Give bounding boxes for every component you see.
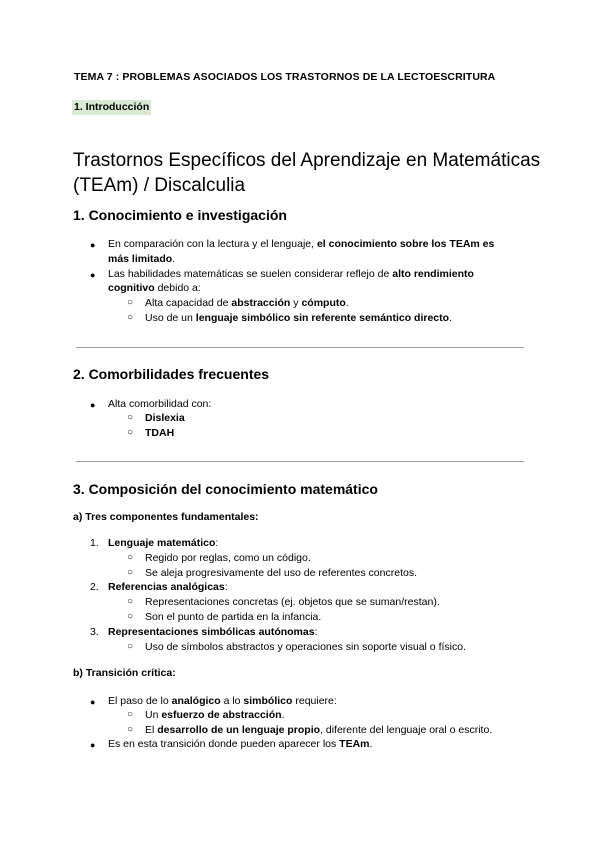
bullet-icon: ● <box>90 270 96 280</box>
list-item: Lenguaje matemático: <box>108 537 219 549</box>
list-item: El paso de lo analógico a lo simbólico requiere: <box>108 695 337 707</box>
circle-bullet-icon: ○ <box>127 596 134 607</box>
list-item: Uso de símbolos abstractos y operaciones sin soporte visual o físico. <box>145 641 466 653</box>
page-title: Trastornos Específicos del Aprendizaje en Matemáticas (TEAm) / Discalculia <box>73 150 541 196</box>
circle-bullet-icon: ○ <box>127 641 134 652</box>
circle-bullet-icon: ○ <box>127 724 134 735</box>
circle-bullet-icon: ○ <box>127 412 134 423</box>
circle-bullet-icon: ○ <box>127 567 134 578</box>
list-item: Uso de un lenguaje simbólico sin referente semántico directo. <box>145 312 452 324</box>
subheading-b: b) Transición crítica: <box>73 667 176 679</box>
divider <box>76 347 524 348</box>
divider <box>76 461 524 462</box>
list-item-continuation: más limitado. <box>108 253 176 265</box>
bullet-icon: ● <box>90 740 96 750</box>
list-item: Alta comorbilidad con: <box>108 398 212 410</box>
bullet-icon: ● <box>90 400 96 410</box>
document-header: TEMA 7 : PROBLEMAS ASOCIADOS LOS TRASTORNOS DE LA LECTOESCRITURA <box>74 71 496 83</box>
list-item: El desarrollo de un lenguaje propio, diferente del lenguaje oral o escrito. <box>145 724 493 736</box>
circle-bullet-icon: ○ <box>127 709 134 720</box>
circle-bullet-icon: ○ <box>127 552 134 563</box>
list-number: 1. <box>90 537 99 549</box>
section-3-heading: 3. Composición del conocimiento matemático <box>73 481 378 497</box>
circle-bullet-icon: ○ <box>127 611 134 622</box>
list-item: Representaciones concretas (ej. objetos que se suman/restan). <box>145 596 440 608</box>
circle-bullet-icon: ○ <box>127 427 134 438</box>
section-2-heading: 2. Comorbilidades frecuentes <box>73 366 270 382</box>
list-item: Dislexia <box>145 412 185 424</box>
intro-label: 1. Introducción <box>74 101 150 113</box>
list-item: Son el punto de partida en la infancia. <box>145 611 322 623</box>
list-number: 3. <box>90 626 99 638</box>
list-number: 2. <box>90 581 99 593</box>
list-item: TDAH <box>145 427 175 439</box>
list-item-continuation: cognitivo debido a: <box>108 282 201 294</box>
bullet-icon: ● <box>90 240 96 250</box>
list-item: Regido por reglas, como un código. <box>145 552 311 564</box>
circle-bullet-icon: ○ <box>127 297 134 308</box>
list-item: En comparación con la lectura y el lenguaje, el conocimiento sobre los TEAm es <box>108 238 495 250</box>
list-item: Un esfuerzo de abstracción. <box>145 709 285 721</box>
list-item: Referencias analógicas: <box>108 581 228 593</box>
list-item: Es en esta transición donde pueden aparecer los TEAm. <box>108 738 373 750</box>
section-1-heading: 1. Conocimiento e investigación <box>73 207 287 223</box>
list-item: Representaciones simbólicas autónomas: <box>108 626 318 638</box>
circle-bullet-icon: ○ <box>127 312 134 323</box>
list-item: Las habilidades matemáticas se suelen considerar reflejo de alto rendimiento <box>108 268 474 280</box>
list-item: Alta capacidad de abstracción y cómputo. <box>145 297 349 309</box>
subheading-a: a) Tres componentes fundamentales: <box>73 511 259 523</box>
list-item: Se aleja progresivamente del uso de referentes concretos. <box>145 567 417 579</box>
bullet-icon: ● <box>90 697 96 707</box>
